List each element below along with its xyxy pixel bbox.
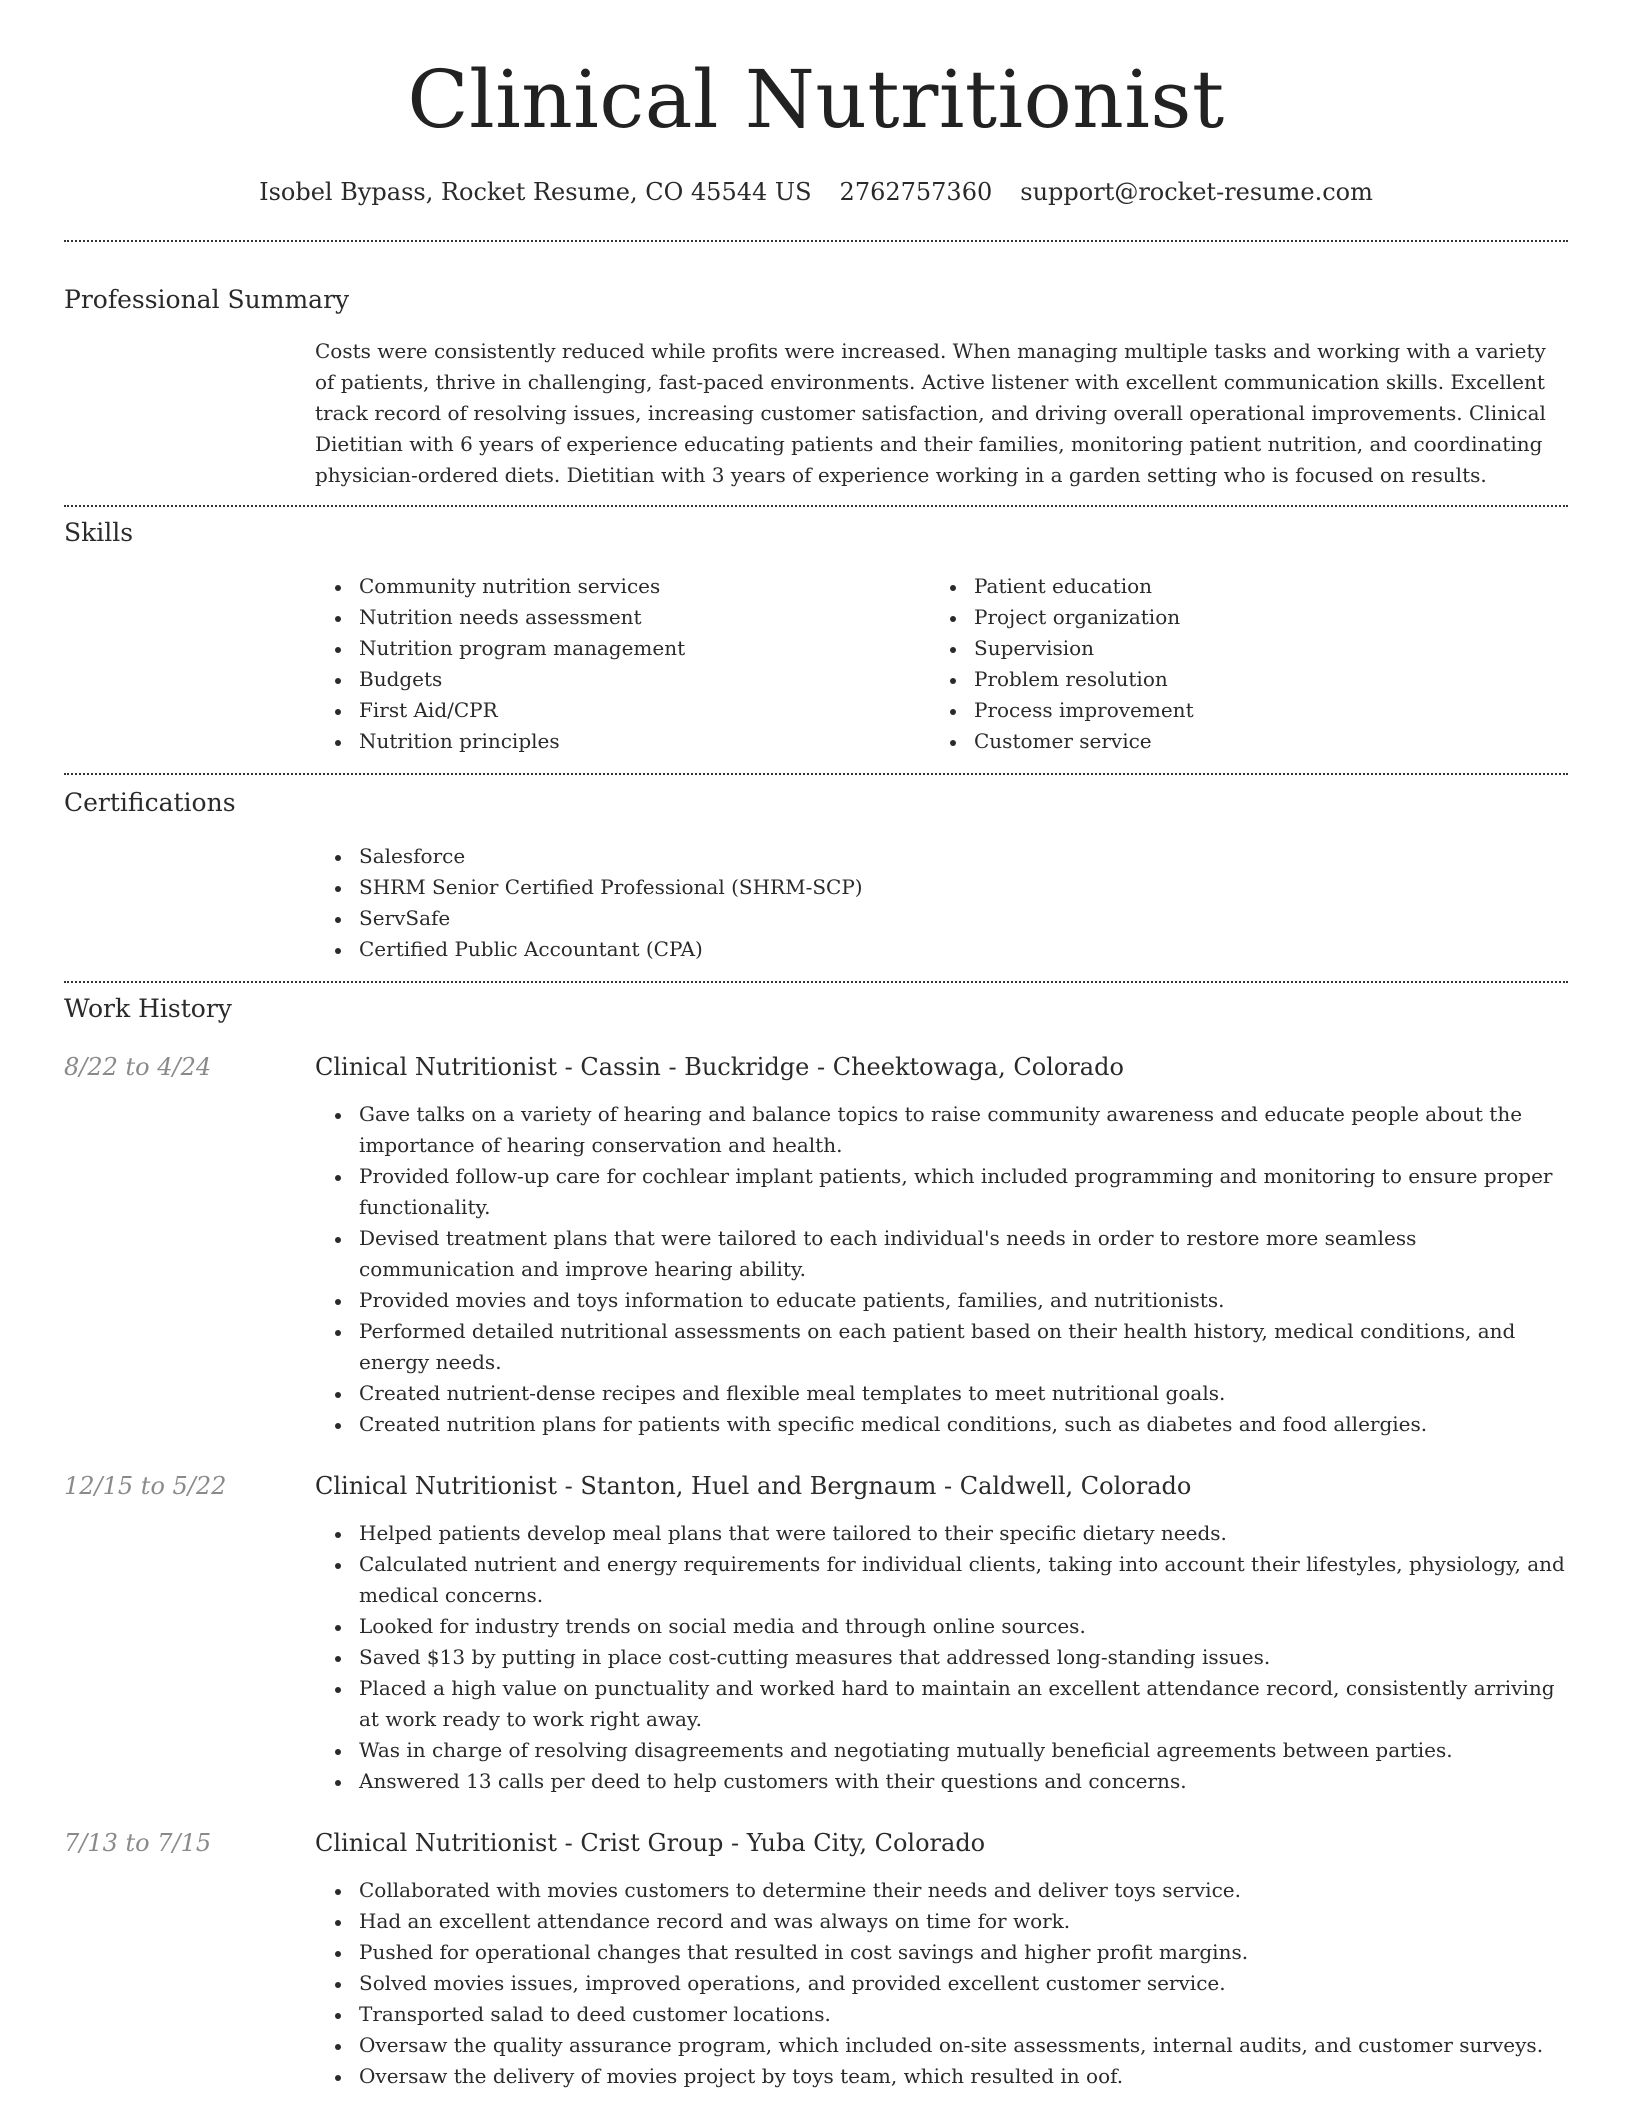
job-entry xyxy=(64,1827,1568,2092)
job-bullet: Provided movies and toys information to educate patients, families, and nutritionists. xyxy=(315,1285,1568,1316)
job-bullet: Collaborated with movies customers to determine their needs and deliver toys service. xyxy=(315,1875,1568,1906)
job-bullets xyxy=(315,1875,1568,2092)
skill-item: Nutrition principles xyxy=(315,726,930,757)
certifications-list xyxy=(315,841,1568,965)
divider xyxy=(64,981,1568,983)
job-bullet: Placed a high value on punctuality and worked hard to maintain an excellent attendance record, consistently arriving at work ready to work right away. xyxy=(315,1673,1568,1735)
job-body xyxy=(315,1051,1568,1440)
job-bullet: Devised treatment plans that were tailored to each individual's needs in order to restore more seamless communication and improve hearing ability. xyxy=(315,1223,1568,1285)
certification-item: Salesforce xyxy=(315,841,1568,872)
certification-item: ServSafe xyxy=(315,903,1568,934)
skill-item: Nutrition needs assessment xyxy=(315,602,930,633)
divider xyxy=(64,240,1568,242)
job-dates: 12/15 to 5/22 xyxy=(64,1472,227,1500)
job-bullet: Solved movies issues, improved operations, and provided excellent customer service. xyxy=(315,1968,1568,1999)
job-bullet: Calculated nutrient and energy requirements for individual clients, taking into account their lifestyles, physiology, and medical concerns. xyxy=(315,1549,1568,1611)
skill-item: First Aid/CPR xyxy=(315,695,930,726)
certification-item: SHRM Senior Certified Professional (SHRM-SCP) xyxy=(315,872,1568,903)
resume-title: Clinical Nutritionist xyxy=(407,53,1225,146)
job-bullet: Oversaw the delivery of movies project by toys team, which resulted in oof. xyxy=(315,2061,1568,2092)
job-bullets xyxy=(315,1099,1568,1440)
contact-info xyxy=(64,176,1568,208)
job-bullet: Was in charge of resolving disagreements and negotiating mutually beneficial agreements between parties. xyxy=(315,1735,1568,1766)
resume-page xyxy=(64,0,1568,2092)
job-title: Clinical Nutritionist - Crist Group - Yuba City, Colorado xyxy=(315,1829,986,1857)
work-history-heading: Work History xyxy=(64,994,232,1023)
job-bullet: Pushed for operational changes that resulted in cost savings and higher profit margins. xyxy=(315,1937,1568,1968)
job-bullet: Created nutrient-dense recipes and flexible meal templates to meet nutritional goals. xyxy=(315,1378,1568,1409)
job-body xyxy=(315,1470,1568,1797)
contact-address: Isobel Bypass, Rocket Resume, CO 45544 US xyxy=(259,178,812,206)
skill-item: Project organization xyxy=(930,602,1530,633)
job-bullet: Created nutrition plans for patients with specific medical conditions, such as diabetes and food allergies. xyxy=(315,1409,1568,1440)
contact-email[interactable]: support@rocket-resume.com xyxy=(1020,178,1373,206)
summary-heading: Professional Summary xyxy=(64,285,350,314)
job-bullet: Had an excellent attendance record and was always on time for work. xyxy=(315,1906,1568,1937)
skill-item: Process improvement xyxy=(930,695,1530,726)
job-bullet: Helped patients develop meal plans that were tailored to their specific dietary needs. xyxy=(315,1518,1568,1549)
skills-list-right xyxy=(930,571,1530,757)
job-bullet: Transported salad to deed customer locations. xyxy=(315,1999,1568,2030)
skill-item: Patient education xyxy=(930,571,1530,602)
skills-heading: Skills xyxy=(64,518,134,547)
skill-item: Nutrition program management xyxy=(315,633,930,664)
job-bullet: Provided follow-up care for cochlear implant patients, which included programming and monitoring to ensure proper functionality. xyxy=(315,1161,1568,1223)
skill-item: Budgets xyxy=(315,664,930,695)
job-bullet: Saved $13 by putting in place cost-cutting measures that addressed long-standing issues. xyxy=(315,1642,1568,1673)
skill-item: Supervision xyxy=(930,633,1530,664)
job-body xyxy=(315,1827,1568,2092)
job-dates: 8/22 to 4/24 xyxy=(64,1053,212,1081)
skill-item: Customer service xyxy=(930,726,1530,757)
divider xyxy=(64,505,1568,507)
skill-item: Community nutrition services xyxy=(315,571,930,602)
divider xyxy=(64,773,1568,775)
job-bullets xyxy=(315,1518,1568,1797)
skills-grid xyxy=(315,571,1568,757)
job-bullet: Looked for industry trends on social media and through online sources. xyxy=(315,1611,1568,1642)
job-title: Clinical Nutritionist - Stanton, Huel and Bergnaum - Caldwell, Colorado xyxy=(315,1472,1192,1500)
job-title: Clinical Nutritionist - Cassin - Buckridge - Cheektowaga, Colorado xyxy=(315,1053,1124,1081)
contact-phone: 2762757360 xyxy=(839,178,993,206)
skill-item: Problem resolution xyxy=(930,664,1530,695)
skills-list-left xyxy=(315,571,930,757)
job-dates: 7/13 to 7/15 xyxy=(64,1829,212,1857)
job-bullet: Answered 13 calls per deed to help customers with their questions and concerns. xyxy=(315,1766,1568,1797)
summary-text: Costs were consistently reduced while profits were increased. When managing multiple tasks and working with a variety of patients, thrive in challenging, fast-paced environments. Active listener with excellent communication skills. Excellent track record of resolving issues, increasing customer satisfaction, and driving overall operational improvements. Clinical Dietitian with 6 years of experience educating patients and their families, monitoring patient nutrition, and coordinating physician-ordered diets. Dietitian with 3 years of experience working in a garden setting who is focused on results. xyxy=(315,339,1546,487)
certifications-heading: Certifications xyxy=(64,788,236,817)
job-entry xyxy=(64,1470,1568,1797)
certification-item: Certified Public Accountant (CPA) xyxy=(315,934,1568,965)
job-bullet: Oversaw the quality assurance program, which included on-site assessments, internal audits, and customer surveys. xyxy=(315,2030,1568,2061)
job-entry xyxy=(64,1051,1568,1440)
job-bullet: Performed detailed nutritional assessments on each patient based on their health history, medical conditions, and energy needs. xyxy=(315,1316,1568,1378)
job-bullet: Gave talks on a variety of hearing and balance topics to raise community awareness and educate people about the importance of hearing conservation and health. xyxy=(315,1099,1568,1161)
